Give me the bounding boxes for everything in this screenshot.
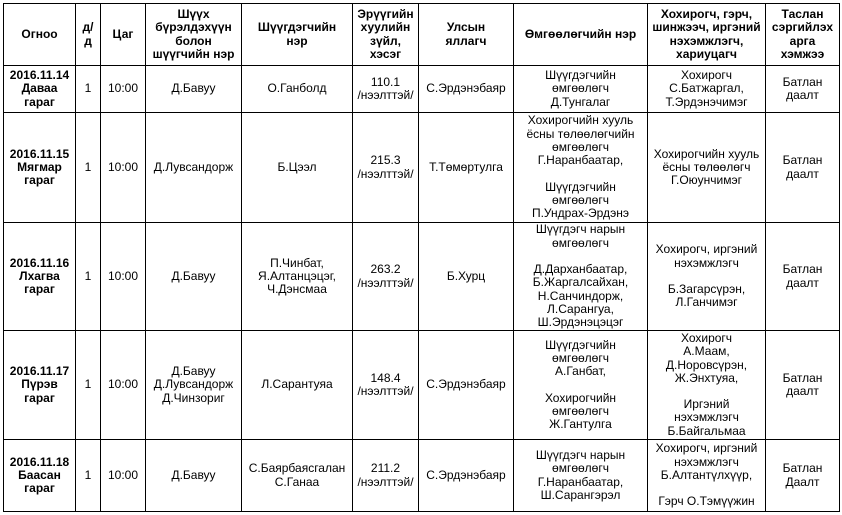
cell-parties: Хохирогч С.Батжаргал, Т.Эрдэнэчимэг bbox=[648, 66, 766, 113]
parties-group-2: Гэрч О.Тэмүүжин bbox=[658, 494, 755, 509]
lawyer-group-2: Шүүгдэгчийн өмгөөлөгч П.Ундрах-Эрдэнэ bbox=[531, 179, 630, 221]
cell-article: 263.2 /нээлттэй/ bbox=[353, 223, 419, 331]
cell-judge: Д.Бавуу bbox=[146, 440, 242, 512]
cell-measure: Батлан даалт bbox=[766, 66, 840, 113]
table-row bbox=[4, 440, 840, 512]
cell-defendant: Б.Цээл bbox=[242, 113, 353, 223]
cell-defendant: П.Чинбат, Я.Алтанцэцэг, Ч.Дэнсмаа bbox=[242, 223, 353, 331]
table-row bbox=[4, 66, 840, 113]
cell-defendant: О.Ганболд bbox=[242, 66, 353, 113]
cell-number: 1 bbox=[76, 440, 101, 512]
cell-number: 1 bbox=[76, 113, 101, 223]
cell-defendant: Л.Сарантуяа bbox=[242, 331, 353, 440]
cell-time: 10:00 bbox=[101, 331, 146, 440]
cell-defendant: С.Баярбаясгалан С.Ганаа bbox=[242, 440, 353, 512]
cell-prosecutor: Б.Хурц bbox=[419, 223, 514, 331]
cell-time: 10:00 bbox=[101, 440, 146, 512]
cell-date: 2016.11.18 Баасан гараг bbox=[4, 440, 76, 512]
cell-time: 10:00 bbox=[101, 113, 146, 223]
cell-date: 2016.11.16 Лхагва гараг bbox=[4, 223, 76, 331]
cell-article: 148.4 /нээлттэй/ bbox=[353, 331, 419, 440]
cell-article: 211.2 /нээлттэй/ bbox=[353, 440, 419, 512]
table-row bbox=[4, 223, 840, 331]
header-date: Огноо bbox=[4, 4, 76, 66]
cell-measure: Батлан даалт bbox=[766, 113, 840, 223]
cell-measure: Батлан даалт bbox=[766, 331, 840, 440]
header-parties: Хохирогч, гэрч, шинжээч, иргэний нэхэмжлэгч, хариуцагч bbox=[648, 4, 766, 66]
table-row bbox=[4, 331, 840, 440]
lawyer-group-1: Шүүгдэгч нарын өмгөөлөгч bbox=[535, 222, 626, 250]
cell-prosecutor: Т.Төмөртулга bbox=[419, 113, 514, 223]
cell-judge: Д.Лувсандорж bbox=[146, 113, 242, 223]
cell-measure: Батлан даалт bbox=[766, 223, 840, 331]
cell-judge: Д.Бавуу Д.Лувсандорж Д.Чинзориг bbox=[146, 331, 242, 440]
cell-article: 110.1 /нээлттэй/ bbox=[353, 66, 419, 113]
court-schedule-table bbox=[3, 3, 840, 512]
cell-judge: Д.Бавуу bbox=[146, 66, 242, 113]
header-row bbox=[4, 4, 840, 66]
parties-group-1: Хохирогч, иргэний нэхэмжлэгч Б.Алтантүлхүүр, bbox=[655, 441, 758, 482]
cell-date: 2016.11.17 Пүрэв гараг bbox=[4, 331, 76, 440]
cell-measure: Батлан Даалт bbox=[766, 440, 840, 512]
cell-time: 10:00 bbox=[101, 223, 146, 331]
cell-parties bbox=[648, 223, 766, 331]
cell-date: 2016.11.14 Даваа гараг bbox=[4, 66, 76, 113]
cell-prosecutor: С.Эрдэнэбаяр bbox=[419, 440, 514, 512]
header-judge: Шүүх бүрэлдэхүүн болон шүүгчийн нэр bbox=[146, 4, 242, 66]
cell-prosecutor: С.Эрдэнэбаяр bbox=[419, 66, 514, 113]
header-prosecutor: Улсын яллагч bbox=[419, 4, 514, 66]
cell-number: 1 bbox=[76, 331, 101, 440]
header-number: д/ д bbox=[76, 4, 101, 66]
cell-prosecutor: С.Эрдэнэбаяр bbox=[419, 331, 514, 440]
cell-time: 10:00 bbox=[101, 66, 146, 113]
cell-lawyer bbox=[514, 331, 648, 440]
header-defendant: Шүүгдэгчийн нэр bbox=[242, 4, 353, 66]
cell-parties: Хохирогчийн хууль ёсны төлөөлөгч Г.Оюунчимэг bbox=[648, 113, 766, 223]
parties-group-1: Хохирогч А.Маам, Д.Норовсүрэн, Ж.Энхтуяа, bbox=[665, 330, 748, 385]
lawyer-group-2: Д.Дарханбаатар, Б.Жаргалсайхан, Н.Санчиндорж, Л.Сарангуа, Ш.Эрдэнэцэцэг bbox=[532, 262, 629, 330]
cell-lawyer: Шүүгдэгч нарын өмгөөлөгч Г.Наранбаатар, Ш.Сарангэрэл bbox=[514, 440, 648, 512]
cell-lawyer bbox=[514, 113, 648, 223]
cell-number: 1 bbox=[76, 223, 101, 331]
cell-number: 1 bbox=[76, 66, 101, 113]
cell-date: 2016.11.15 Мягмар гараг bbox=[4, 113, 76, 223]
cell-lawyer bbox=[514, 223, 648, 331]
cell-article: 215.3 /нээлттэй/ bbox=[353, 113, 419, 223]
header-measure: Таслан сэргийлэх арга хэмжээ bbox=[766, 4, 840, 66]
parties-group-1: Хохирогч, иргэний нэхэмжлэгч bbox=[655, 242, 758, 270]
lawyer-group-1: Хохирогчийн хууль ёсны төлөөлөгчийн өмгөөлөгч Г.Наранбаатар, bbox=[526, 113, 635, 168]
parties-group-2: Иргэний нэхэмжлэгч Б.Байгальмаа bbox=[667, 397, 746, 438]
header-article: Эрүүгийн хуулийн зүйл, хэсэг bbox=[353, 4, 419, 66]
cell-parties bbox=[648, 331, 766, 440]
cell-judge: Д.Бавуу bbox=[146, 223, 242, 331]
lawyer-group-1: Шүүгдэгчийн өмгөөлөгч А.Ганбат, bbox=[545, 337, 616, 379]
cell-parties bbox=[648, 440, 766, 512]
table-row bbox=[4, 113, 840, 223]
header-time: Цаг bbox=[101, 4, 146, 66]
lawyer-group-2: Хохирогчийн өмгөөлөгч Ж.Гантулга bbox=[544, 390, 617, 432]
parties-group-2: Б.Загарсүрэн, Л.Ганчимэг bbox=[667, 282, 746, 310]
header-lawyer: Өмгөөлөгчийн нэр bbox=[514, 4, 648, 66]
cell-lawyer: Шүүгдэгчийн өмгөөлөгч Д.Тунгалаг bbox=[514, 66, 648, 113]
